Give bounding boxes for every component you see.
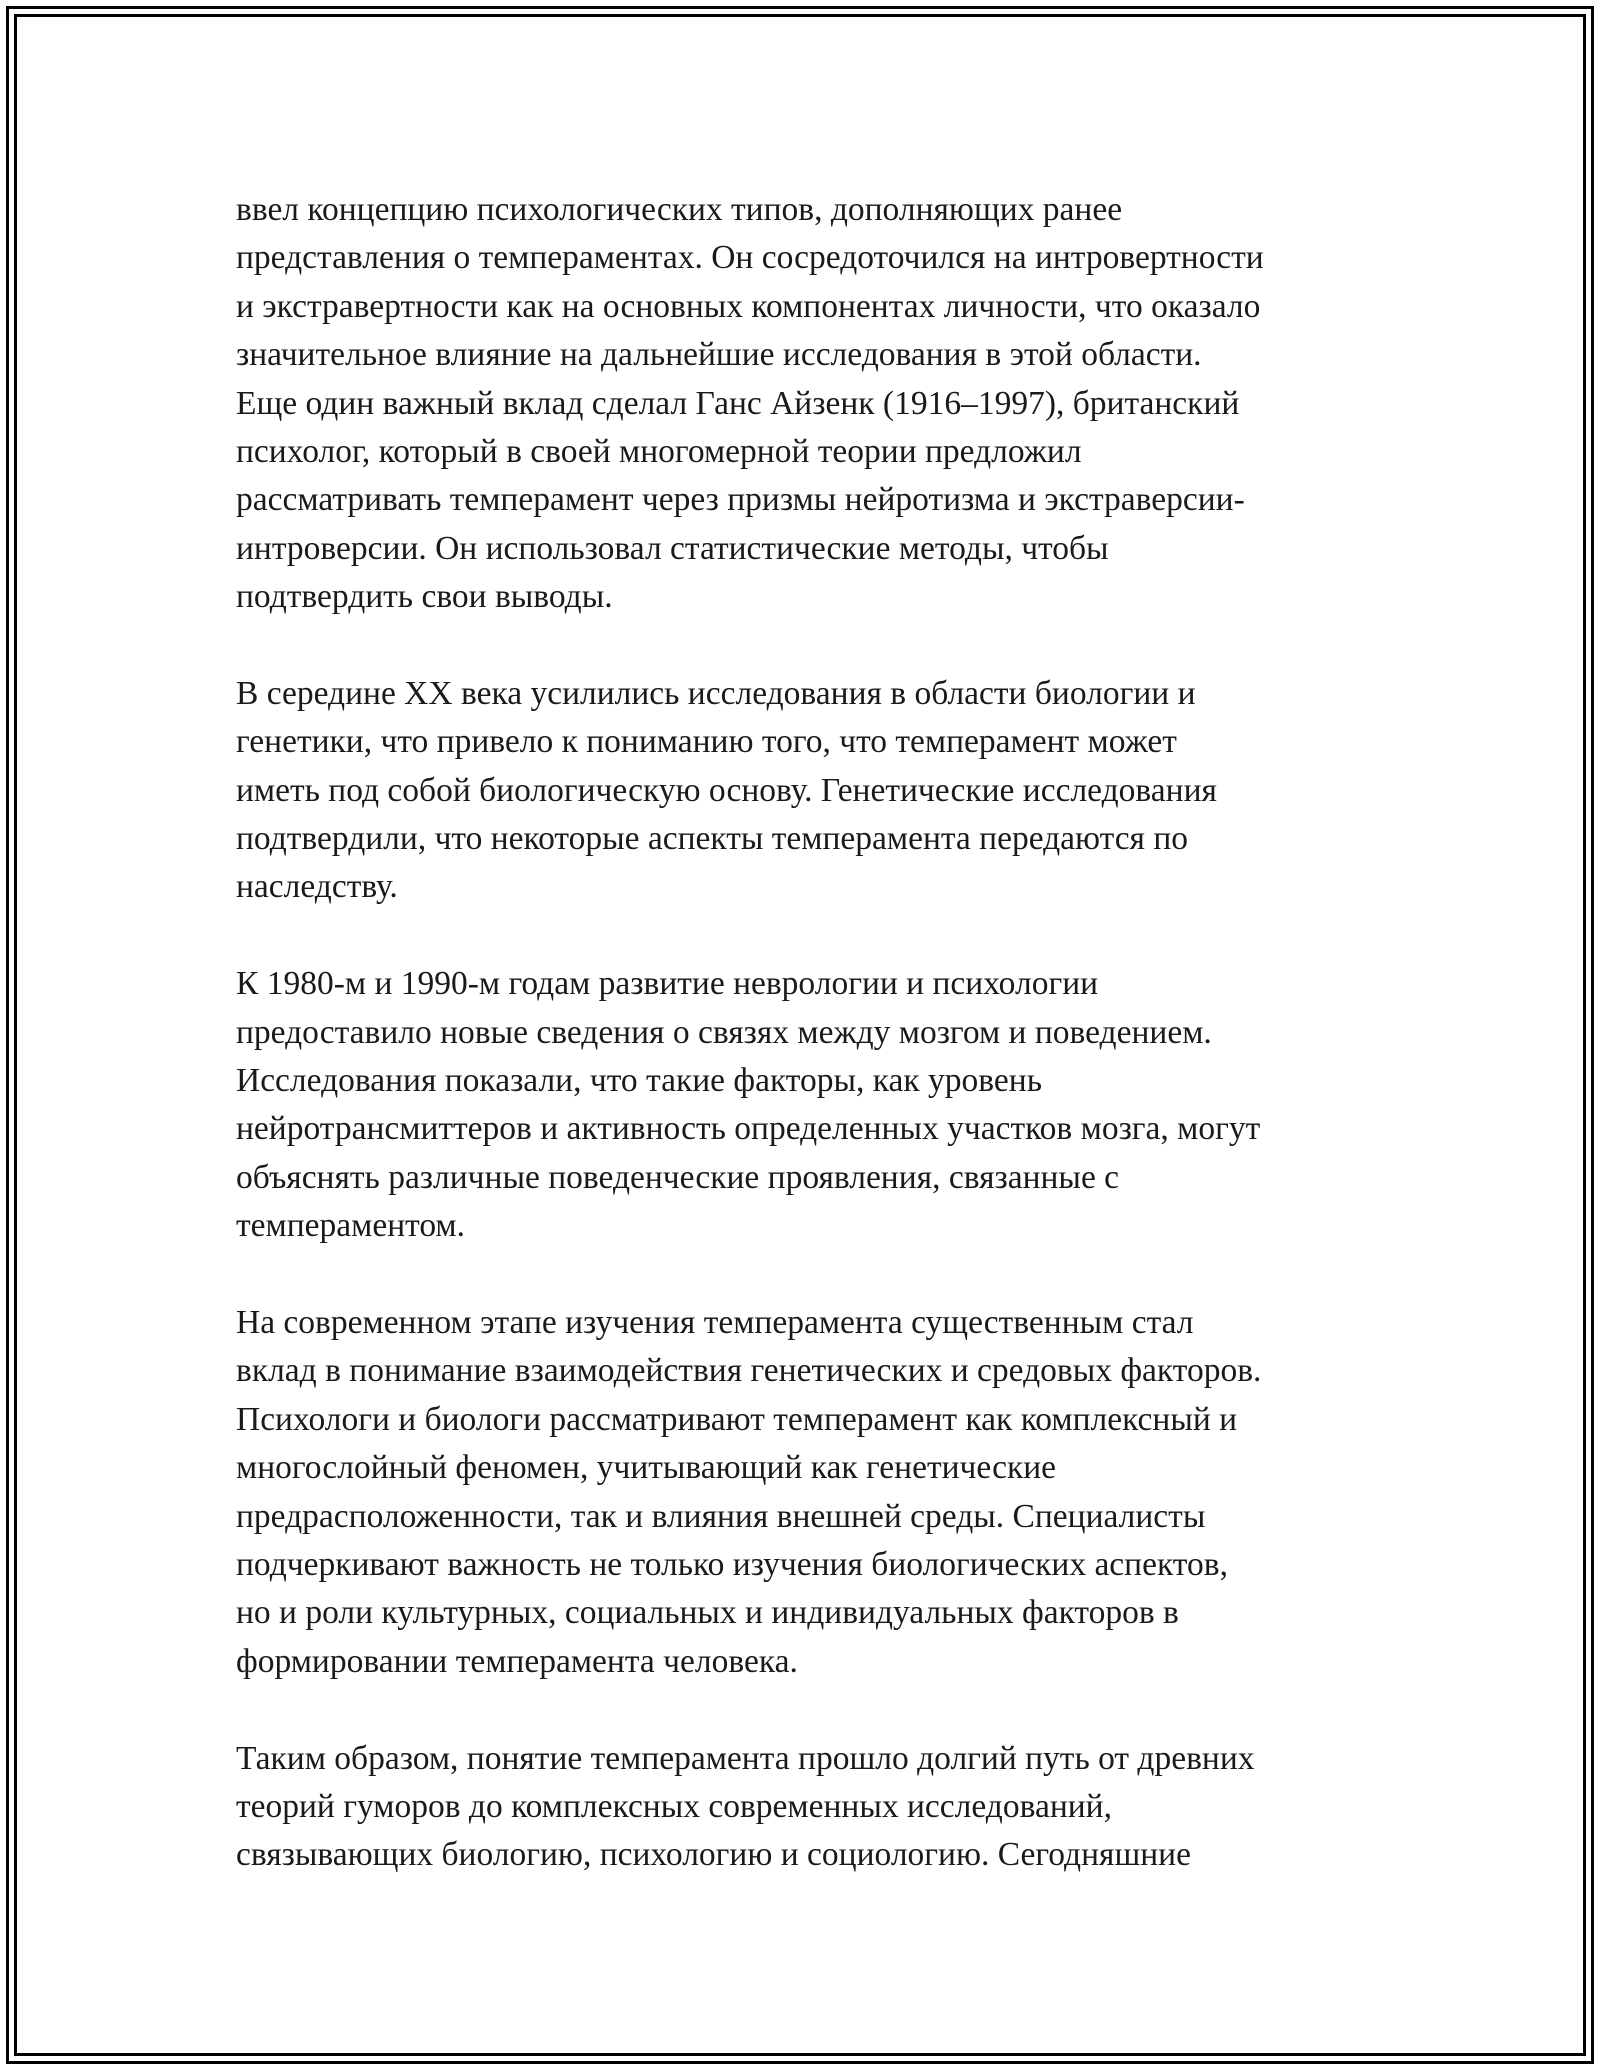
text-line: предрасположенности, так и влияния внешней среды. Специалисты [236, 1497, 1206, 1535]
paragraph-1 [236, 186, 1376, 622]
text-line: рассматривать темперамент через призмы нейротизма и экстраверсии- [236, 481, 1245, 519]
text-line: интроверсии. Он использовал статистические методы, чтобы [236, 529, 1109, 567]
text-line: Психологи и биологи рассматривают темперамент как комплексный и [236, 1400, 1238, 1438]
paragraph-4 [236, 1299, 1376, 1686]
text-line: связывающих биологию, психологию и социологию. Сегодняшние [236, 1836, 1191, 1874]
text-line: многослойный феномен, учитывающий как генетические [236, 1449, 1057, 1487]
text-line: генетики, что привело к пониманию того, что темперамент может [236, 723, 1177, 761]
text-line: подтвердили, что некоторые аспекты темперамента передаются по [236, 820, 1189, 858]
text-line: На современном этапе изучения темперамента существенным стал [236, 1303, 1194, 1341]
text-line: объяснять различные поведенческие проявления, связанные с [236, 1158, 1120, 1196]
text-line: В середине XX века усилились исследования в области биологии и [236, 674, 1196, 712]
text-line: и экстравертности как на основных компонентах личности, что оказало [236, 287, 1261, 325]
text-line: Исследования показали, что такие факторы, как уровень [236, 1062, 1042, 1100]
text-line: иметь под собой биологическую основу. Генетические исследования [236, 771, 1217, 809]
text-line: значительное влияние на дальнейшие исследования в этой области. [236, 336, 1202, 374]
paragraph-3 [236, 960, 1376, 1250]
text-line: формировании темперамента человека. [236, 1642, 798, 1680]
text-line: подтвердить свои выводы. [236, 578, 613, 616]
text-line: теорий гуморов до комплексных современных исследований, [236, 1787, 1112, 1825]
document-body [236, 186, 1376, 1928]
text-line: психолог, который в своей многомерной теории предложил [236, 432, 1082, 470]
paragraph-2 [236, 670, 1376, 912]
text-line: наследству. [236, 868, 398, 906]
text-line: Таким образом, понятие темперамента прошло долгий путь от древних [236, 1739, 1255, 1777]
text-line: вклад в понимание взаимодействия генетических и средовых факторов. [236, 1352, 1262, 1390]
text-line: подчеркивают важность не только изучения биологических аспектов, [236, 1545, 1228, 1583]
text-line: нейротрансмиттеров и активность определенных участков мозга, могут [236, 1110, 1261, 1148]
text-line: представления о темпераментах. Он сосредоточился на интровертности [236, 239, 1264, 277]
text-line: темпераментом. [236, 1207, 466, 1245]
text-line: ввел концепцию психологических типов, дополняющих ранее [236, 191, 1123, 228]
paragraph-5 [236, 1735, 1376, 1880]
text-line: предоставило новые сведения о связях между мозгом и поведением. [236, 1013, 1212, 1051]
text-line: К 1980-м и 1990-м годам развитие неврологии и психологии [236, 965, 1099, 1003]
text-line: Еще один важный вклад сделал Ганс Айзенк (1916–1997), британский [236, 384, 1240, 422]
text-line: но и роли культурных, социальных и индивидуальных факторов в [236, 1594, 1179, 1632]
